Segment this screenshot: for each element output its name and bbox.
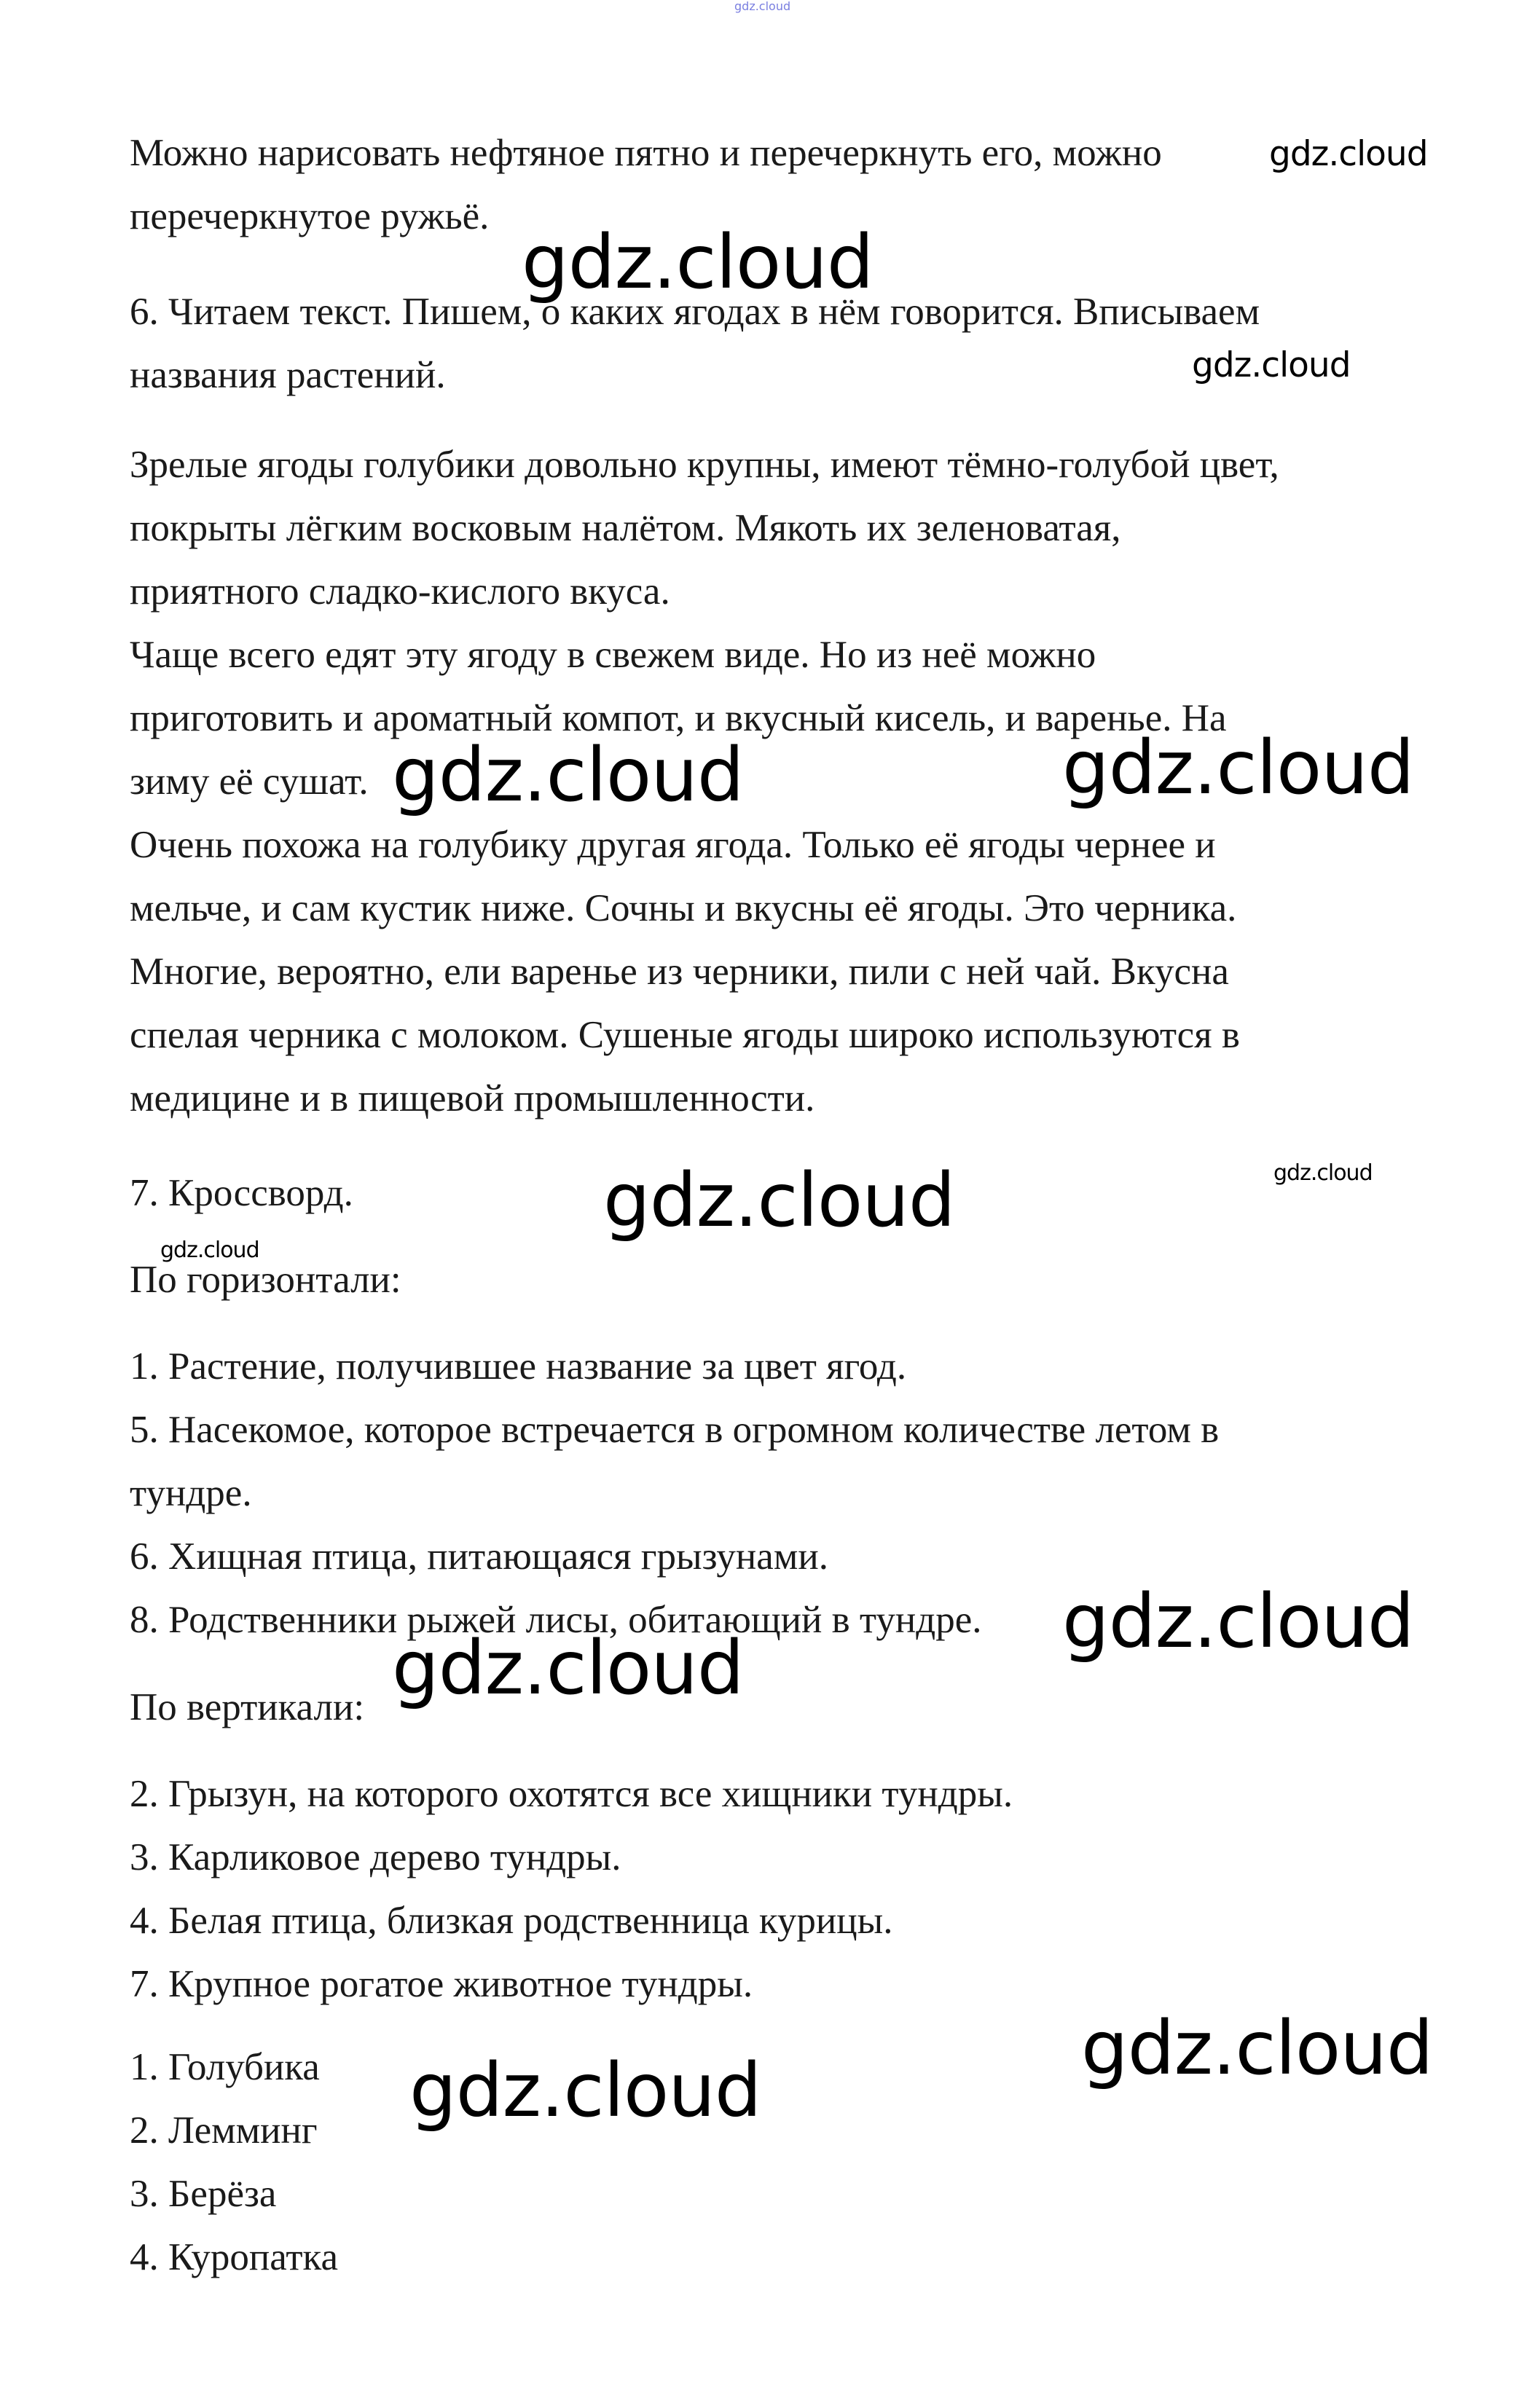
vertical-clue-3: 3. Карликовое дерево тундры. — [130, 1836, 621, 1878]
text-line-11: Очень похожа на голубику другая ягода. Только её ягоды чернее и — [130, 824, 1216, 866]
watermark: gdz.cloud — [1062, 725, 1414, 811]
text-line-13: Многие, вероятно, ели варенье из черники, пили с ней чай. Вкусна — [130, 951, 1229, 993]
answer-2: 2. Лемминг — [130, 2109, 318, 2152]
horizontal-clue-6: 6. Хищная птица, питающаяся грызунами. — [130, 1535, 828, 1578]
horizontal-clue-5-line-2: тундре. — [130, 1472, 252, 1514]
vertical-clue-2: 2. Грызун, на которого охотятся все хищники тундры. — [130, 1773, 1013, 1815]
watermark: gdz.cloud — [1081, 2005, 1433, 2092]
watermark: gdz.cloud — [160, 1238, 259, 1263]
answer-1: 1. Голубика — [130, 2046, 320, 2088]
task-6-heading-line-2: названия растений. — [130, 354, 446, 396]
text-line-10: зиму её сушат. — [130, 760, 369, 803]
horizontal-clue-5-line-1: 5. Насекомое, которое встречается в огромном количестве летом в — [130, 1409, 1220, 1451]
horizontal-heading: По горизонтали: — [130, 1259, 401, 1301]
watermark: gdz.cloud — [1062, 1578, 1414, 1665]
answer-4: 4. Куропатка — [130, 2236, 339, 2278]
text-line-1: Можно нарисовать нефтяное пятно и перечеркнуть его, можно — [130, 132, 1162, 174]
task-6-heading-line-1: 6. Читаем текст. Пишем, о каких ягодах в нём говорится. Вписываем — [130, 291, 1260, 333]
vertical-clue-4: 4. Белая птица, близкая родственница курицы. — [130, 1900, 893, 1942]
horizontal-clue-8: 8. Родственники рыжей лисы, обитающий в тундре. — [130, 1599, 982, 1641]
vertical-heading: По вертикали: — [130, 1686, 365, 1728]
watermark: gdz.cloud — [1273, 1160, 1373, 1186]
text-line-6: покрыты лёгким восковым налётом. Мякоть их зеленоватая, — [130, 507, 1121, 549]
watermark: gdz.cloud — [1269, 134, 1428, 174]
task-7-heading: 7. Кроссворд. — [130, 1172, 353, 1214]
answer-3: 3. Берёза — [130, 2173, 277, 2215]
watermark: gdz.cloud — [392, 732, 744, 819]
text-line-8: Чаще всего едят эту ягоду в свежем виде. Но из неё можно — [130, 634, 1096, 676]
text-line-15: медицине и в пищевой промышленности. — [130, 1077, 815, 1120]
watermark: gdz.cloud — [522, 219, 874, 306]
text-line-14: спелая черника с молоком. Сушеные ягоды широко используются в — [130, 1014, 1240, 1056]
text-line-2: перечеркнутое ружьё. — [130, 195, 490, 237]
watermark: gdz.cloud — [392, 1625, 744, 1712]
watermark-top: gdz.cloud — [734, 0, 791, 13]
watermark: gdz.cloud — [1192, 345, 1351, 385]
vertical-clue-7: 7. Крупное рогатое животное тундры. — [130, 1963, 753, 2005]
text-line-5: Зрелые ягоды голубики довольно крупны, имеют тёмно-голубой цвет, — [130, 444, 1279, 486]
text-line-9: приготовить и ароматный компот, и вкусный кисель, и варенье. На — [130, 697, 1227, 739]
text-line-7: приятного сладко-кислого вкуса. — [130, 570, 670, 613]
watermark: gdz.cloud — [409, 2047, 761, 2134]
horizontal-clue-1: 1. Растение, получившее название за цвет ягод. — [130, 1345, 907, 1388]
text-line-12: мельче, и сам кустик ниже. Сочны и вкусны её ягоды. Это черника. — [130, 887, 1237, 929]
watermark: gdz.cloud — [603, 1157, 955, 1244]
